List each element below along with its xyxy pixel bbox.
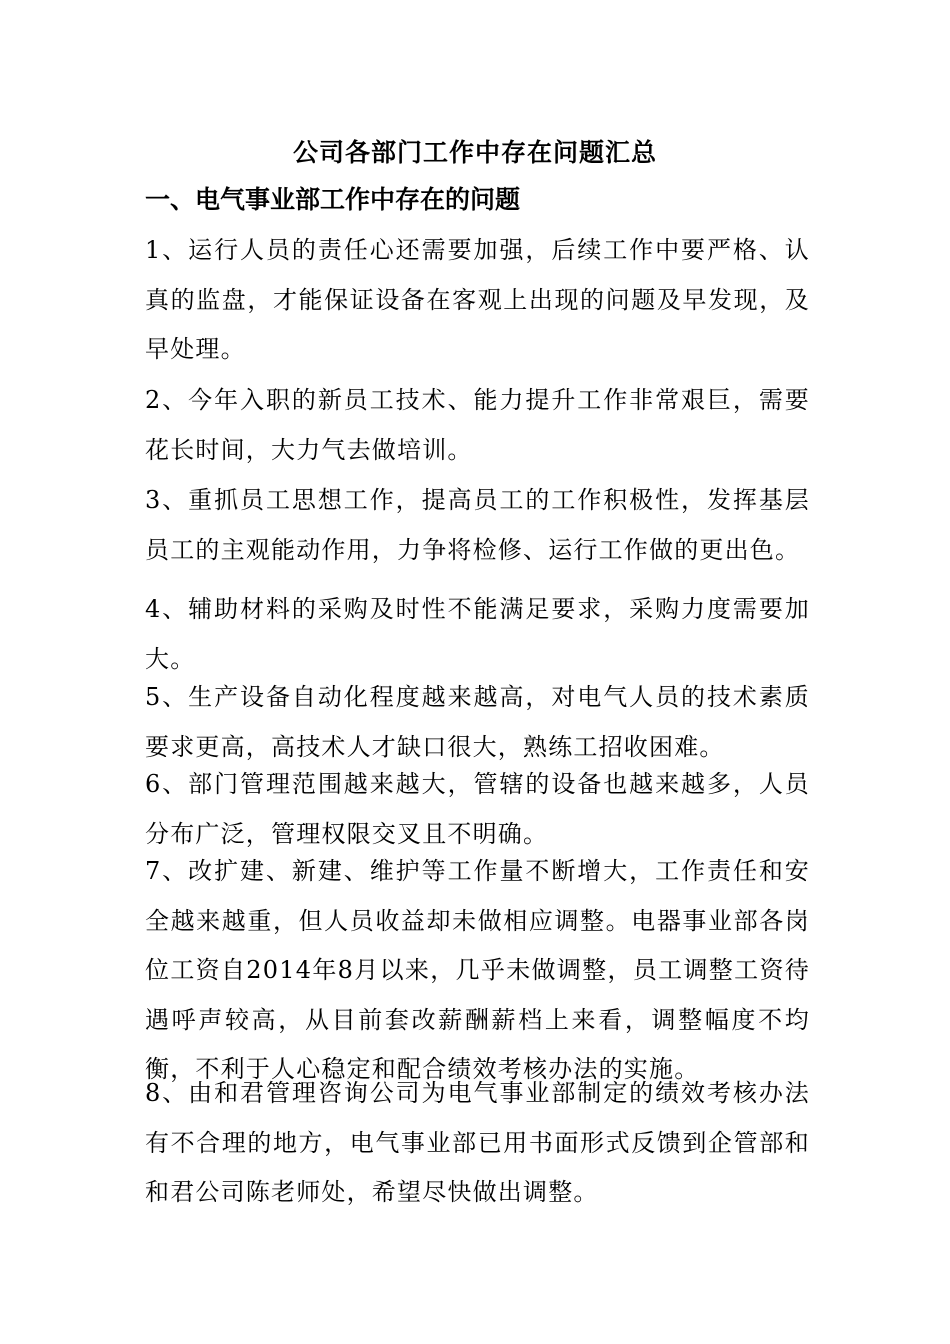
document-title: 公司各部门工作中存在问题汇总: [292, 138, 657, 167]
issue-item-7: 7、改扩建、新建、维护等工作量不断增大，工作责任和安全越来越重，但人员收益却未做相应调整。电器事业部各岗位工资自2014年8月以来，几乎未做调整，员工调整工资待遇呼声较高，从目前套改薪酬薪档上来看，调整幅度不均衡，不利于人心稳定和配合绩效考核办法的实施。: [145, 857, 810, 1083]
issue-item-8: 8、由和君管理咨询公司为电气事业部制定的绩效考核办法有不合理的地方，电气事业部已用书面形式反馈到企管部和和君公司陈老师处，希望尽快做出调整。: [145, 1079, 810, 1206]
issue-item-5: 5、生产设备自动化程度越来越高，对电气人员的技术素质要求更高，高技术人才缺口很大，熟练工招收困难。: [145, 683, 810, 761]
issue-item-3: 3、重抓员工思想工作，提高员工的工作积极性，发挥基层员工的主观能动作用，力争将检修、运行工作做的更出色。: [145, 486, 810, 564]
issue-item-6: 6、部门管理范围越来越大，管辖的设备也越来越多，人员分布广泛，管理权限交叉且不明确。: [145, 770, 810, 848]
issue-item-2: 2、今年入职的新员工技术、能力提升工作非常艰巨，需要花长时间，大力气去做培训。: [145, 386, 810, 464]
issue-item-1: 1、运行人员的责任心还需要加强，后续工作中要严格、认真的监盘，才能保证设备在客观上出现的问题及早发现，及早处理。: [145, 236, 810, 363]
section-heading: 一、电气事业部工作中存在的问题: [145, 185, 521, 214]
issue-item-4: 4、辅助材料的采购及时性不能满足要求，采购力度需要加大。: [145, 595, 810, 673]
